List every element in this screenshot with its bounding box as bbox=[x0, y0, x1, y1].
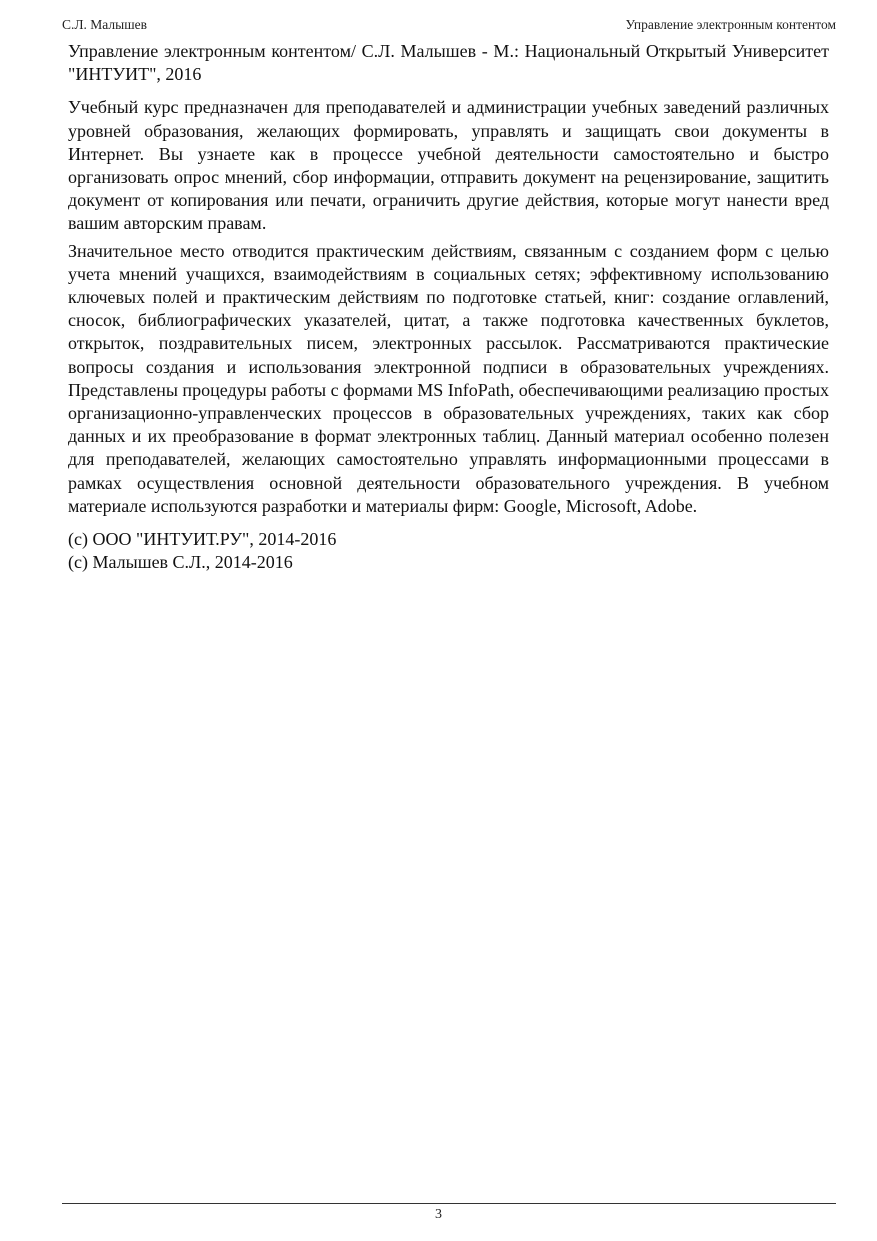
header-author: С.Л. Малышев bbox=[62, 17, 147, 32]
course-description-paragraph: Учебный курс предназначен для преподавателей и администрации учебных заведений различных уровней образования, желающих формировать, управлять и защищать свои документы в Интернет. Вы узнаете как в процессе учебной деятельности самостоятельно и быстро организовать опрос мнений, сбор информации, отправить документ на рецензирование, защитить документ от копирования или печати, ограничить другие действия, которые могут нанести вред вашим авторским правам. bbox=[68, 97, 829, 234]
copyright-line-publisher: (c) ООО "ИНТУИТ.РУ", 2014-2016 bbox=[68, 529, 337, 550]
copyright-line-author: (c) Малышев С.Л., 2014-2016 bbox=[68, 552, 293, 573]
course-content-paragraph: Значительное место отводится практическим действиям, связанным с созданием форм с целью учета мнений учащихся, взаимодействиям в социальных сетях; эффективному использованию ключевых полей и практическим действиям по подготовке статьей, книг: создание оглавлений, сносок, библиографических указателей, цитат, а также подготовка качественных буклетов, открыток, поздравительных писем, электронных рассылок. Рассматриваются практические вопросы создания и использования электронной подписи в образовательных учреждениях. Представлены процедуры работы с формами MS InfoPath, обеспечивающими реализацию простых организационно-управленческих процессов в образовательных учреждениях, таких как сбор данных и их преобразование в формат электронных таблиц. Данный материал особенно полезен для преподавателей, желающих самостоятельно управлять информационными процессами в рамках осуществления основной деятельности образовательного учреждения. В учебном материале используются разработки и материалы фирм: Google, Microsoft, Adobe. bbox=[68, 240, 829, 516]
bibliographic-citation: Управление электронным контентом/ С.Л. Малышев - М.: Национальный Открытый Университет "ИНТУИТ", 2016 bbox=[68, 41, 829, 85]
header-title: Управление электронным контентом bbox=[625, 17, 836, 32]
page-number: 3 bbox=[435, 1207, 442, 1222]
footer-divider bbox=[62, 1203, 836, 1204]
running-header bbox=[62, 16, 836, 34]
page-content bbox=[68, 40, 829, 574]
